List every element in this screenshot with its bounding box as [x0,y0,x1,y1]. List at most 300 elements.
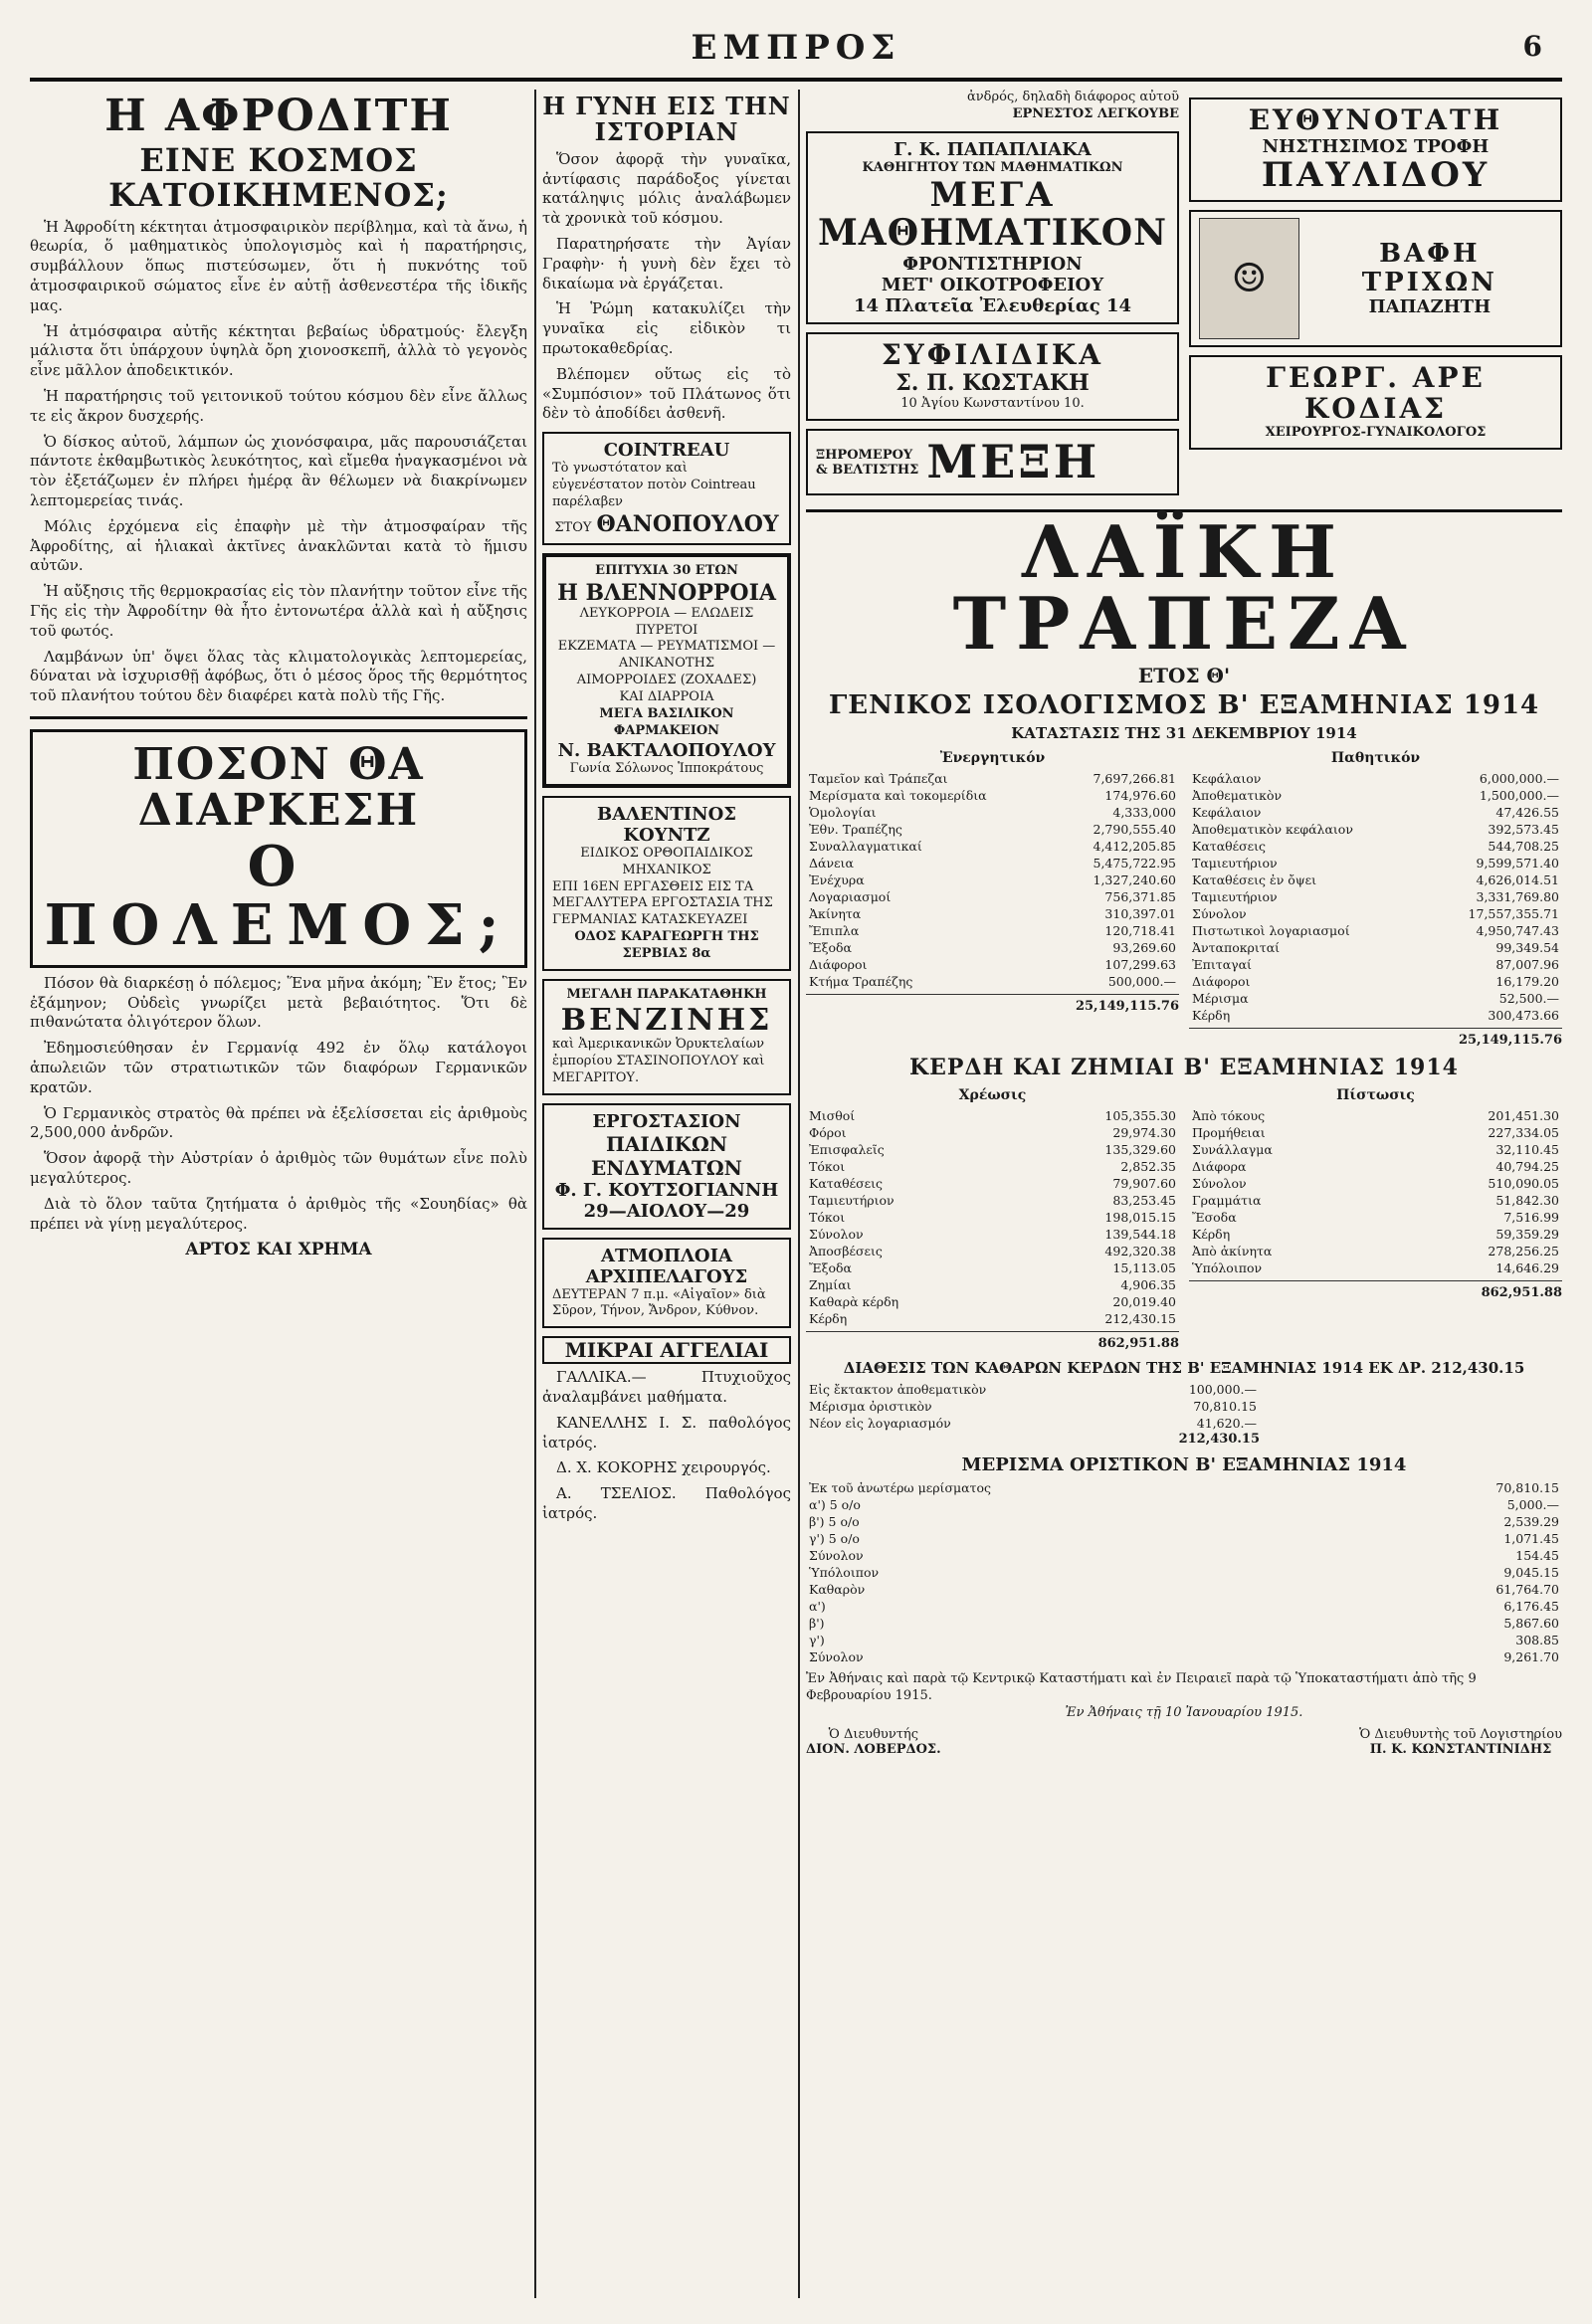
ad-store-prefix: ΣΤΟΥ [554,519,592,535]
table-row [806,1293,1179,1310]
table-row [1189,922,1562,939]
row-value: 4,950,747.43 [1476,922,1559,938]
table-row [806,787,1179,804]
ad-big: ΦΡΟΝΤΙΣΤΗΡΙΟΝ [902,253,1083,275]
row-value: 310,397.01 [1104,905,1176,921]
table-row [806,1513,1562,1530]
row-label: Καταθέσεις [809,1175,884,1191]
table-row [806,1175,1179,1192]
row-label: Ἔσοδα [1192,1209,1237,1225]
row-value: 492,320.38 [1104,1243,1176,1259]
row-value: 500,000.— [1107,973,1176,989]
ad-brand: ΠΑΠΑΖΗΤΗ [1368,296,1492,318]
row-label: Ἐθν. Τραπέζης [809,821,902,837]
ad-owner: Φ. Γ. ΚΟΥΤΣΟΓΙΑΝΝΗ [554,1179,779,1201]
dividend-title: ΜΕΡΙΣΜΑ ΟΡΙΣΤΙΚΟΝ Β' ΕΞΑΜΗΝΙΑΣ 1914 [961,1453,1407,1475]
article-paragraph: Ἡ παρατήρησις τοῦ γειτονικοῦ τούτου κόσμου δὲν εἶνε ἄλλως τε εἰς ἄκρον δυσχερής. [30,386,527,425]
article-body [542,150,791,424]
ad-item: ΛΕΥΚΟΡΡΟΙΑ — ΕΛΩΔΕΙΣ ΠΥΡΕΤΟΙ [579,605,754,638]
table-row [806,1547,1562,1564]
column-1 [30,90,527,1263]
table-row [1189,1007,1562,1024]
row-value: 4,626,014.51 [1476,872,1559,887]
ad-sub: ΝΗΣΤΗΣΙΜΟΣ ΤΡΟΦΗ [1262,135,1490,157]
row-value: 4,333,000 [1112,804,1176,820]
row-label: Κέρδη [809,1310,848,1326]
row-value: 29,974.30 [1112,1124,1176,1140]
row-label: Προμήθειαι [1192,1124,1266,1140]
ad-doctor: Σ. Π. ΚΩΣΤΑΚΗ [896,370,1090,397]
table-row [806,939,1179,956]
ad-items [554,606,779,706]
row-value: 2,539.29 [1503,1513,1559,1529]
row-value: 32,110.45 [1495,1141,1559,1157]
debit-total: 862,951.88 [1097,1335,1179,1351]
table-row [806,1192,1179,1209]
table-row [806,1564,1562,1581]
article-paragraph: Ὅσον ἀφορᾷ τὴν Αὐστρίαν ὁ ἀριθμὸς τῶν θυμάτων εἶνε πολὺ μεγαλύτερος. [30,1149,527,1188]
table-row [1189,1243,1562,1259]
article-paragraph: Ὁ Γερμανικὸς στρατὸς θὰ πρέπει νὰ ἐξελίσσεται εἰς ἀριθμοὺς 2,500,000 ἀνδρῶν. [30,1103,527,1142]
table-row [806,804,1179,821]
row-label: Κέρδη [1192,1226,1231,1242]
row-label: Μέρισμα [1192,990,1249,1006]
row-value: 6,000,000.— [1479,770,1559,786]
ad-brand: COINTREAU [603,440,730,462]
table-row [806,838,1179,855]
table-row [1189,1158,1562,1175]
row-value: 17,557,355.71 [1468,905,1559,921]
row-value: 4,906.35 [1120,1276,1176,1292]
article-body [30,218,527,706]
table-row [1189,1141,1562,1158]
row-label: Ὑπόλοιπον [809,1564,880,1580]
row-label: Ταμιευτήριον [809,1192,895,1208]
row-value: 9,045.15 [1503,1564,1559,1580]
table-row [806,1615,1562,1632]
ad-sub: ΚΑΘΗΓΗΤΟΥ ΤΩΝ ΜΑΘΗΜΑΤΙΚΩΝ [862,159,1123,175]
column-rule [798,90,800,2298]
ad-text: ΕΠΙ 16ΕΝ ΕΡΓΑΣΘΕΙΣ ΕΙΣ ΤΑ ΜΕΓΑΛΥΤΕΡΑ ΕΡΓΟΣΤΑΣΙΑ ΤΗΣ ΓΕΡΜΑΝΙΑΣ ΚΑΤΑΣΚΕΥΑΖΕΙ [552,878,773,928]
table-row [806,888,1179,905]
ad-role: ΧΕΙΡΟΥΡΓΟΣ-ΓΥΝΑΙΚΟΛΟΓΟΣ [1265,424,1487,440]
row-label: Λογαριασμοί [809,888,892,904]
row-label: Δάνεια [809,855,854,871]
column-2 [542,90,791,1530]
column-3 [806,90,1562,1757]
row-label: Σύνολον [809,1547,864,1563]
ad-main: ΜΕΞΗ [926,435,1100,489]
table-row [1189,905,1562,922]
table-row [806,1648,1562,1665]
row-label: Καταθέσεις ἐν ὄψει [1192,872,1317,887]
ad-big: ΜΕΤ' ΟΙΚΟΤΡΟΦΕΙΟΥ [881,274,1104,295]
credit-table [1189,1107,1562,1276]
row-label: Ἔπιπλα [809,922,860,938]
row-value: 41,620.— [1196,1415,1257,1431]
table-row [1189,1107,1562,1124]
row-label: γ') 5 ο/ο [809,1530,860,1546]
article-war [30,729,527,1260]
row-label: Σύνολον [1192,1175,1247,1191]
row-label: β') 5 ο/ο [809,1513,860,1529]
ad-dye [1189,210,1562,347]
table-row [1189,956,1562,973]
table-row [806,1107,1179,1124]
row-label: Ἐπισφαλεῖς [809,1141,885,1157]
classified-item: ΓΑΛΛΙΚΑ.— Πτυχιοῦχος ἀναλαμβάνει μαθήματα. [542,1368,791,1407]
row-label: Ὁμολογίαι [809,804,877,820]
row-value: 15,113.05 [1112,1259,1176,1275]
row-value: 135,329.60 [1104,1141,1176,1157]
table-row [806,1158,1179,1175]
row-label: Πιστωτικοὶ λογαριασμοί [1192,922,1350,938]
article-body [30,974,527,1235]
liabilities-table [1189,770,1562,1024]
row-label: Ἀποθεματικὸν [1192,787,1283,803]
pl-title: ΚΕΡΔΗ ΚΑΙ ΖΗΜΙΑΙ Β' ΕΞΑΜΗΝΙΑΣ 1914 [909,1054,1459,1080]
distribution-table [806,1381,1260,1432]
balance-date: ΚΑΤΑΣΤΑΣΙΣ ΤΗΣ 31 ΔΕΚΕΜΒΡΙΟΥ 1914 [1011,723,1357,742]
table-row [1189,821,1562,838]
ad-kountz [542,796,791,971]
table-row [1189,1209,1562,1226]
bank-title: ΛΑΪΚΗ ΤΡΑΠΕΖΑ [952,508,1416,666]
dividend-table [806,1479,1562,1665]
row-value: 51,842.30 [1495,1192,1559,1208]
debit-label: Χρέωσις [958,1086,1027,1103]
assets-table [806,770,1179,990]
row-value: 14,646.29 [1495,1259,1559,1275]
ad-owner: Ν. ΒΑΚΤΑΛΟΠΟΥΛΟΥ [557,739,776,761]
row-label: Εἰς ἔκτακτον ἀποθεματικὸν [809,1381,987,1397]
ad-brand: ΠΑΥΛΙΔΟΥ [1261,154,1491,195]
row-label: Κεφάλαιον [1192,770,1262,786]
ad-name: ΓΕΩΡΓ. ΑΡΕ ΚΟΔΙΑΣ [1266,361,1486,425]
ad-address: Γωνία Σόλωνος Ἱπποκράτους [569,760,764,776]
masthead [30,18,1562,82]
article-paragraph: Ἐδημοσιεύθησαν ἐν Γερμανίᾳ 492 ἐν ὅλῳ κατάλογοι ἀπωλειῶν τῶν στρατιωτικῶν τῶν διαφόρων Γερμανικῶν κρατῶν. [30,1039,527,1096]
row-label: Μέρισμα ὀριστικὸν [809,1398,932,1414]
table-row [806,1310,1179,1327]
note-author: ΕΡΝΕΣΤΟΣ ΛΕΓΚΟΥΒΕ [1012,105,1179,121]
article-title: Η ΑΦΡΟΔΙΤΗ [104,91,453,141]
row-value: 201,451.30 [1488,1107,1559,1123]
row-label: Ἐνέχυρα [809,872,865,887]
table-row [806,1398,1260,1415]
table-row [806,1632,1562,1648]
assets-total: 25,149,115.76 [1075,998,1179,1014]
row-label: Ἐπιταγαί [1192,956,1252,972]
table-row [806,855,1179,872]
divider [30,716,527,719]
signatures [806,1727,1562,1757]
row-value: 16,179.20 [1495,973,1559,989]
newspaper-title: ΕΜΠΡΟΣ [691,28,901,68]
note-text: ἀνδρός, δηλαδὴ διάφορος αὐτοῦ [966,90,1179,104]
table-row [806,770,1179,787]
row-label: Ταμεῖον καὶ Τράπεζαι [809,770,948,786]
assets-label: Ἐνεργητικόν [939,749,1046,766]
article-title: Η ΓΥΝΗ ΕΙΣ ΤΗΝ ΙΣΤΟΡΙΑΝ [542,92,791,147]
table-row [1189,973,1562,990]
row-value: 544,708.25 [1488,838,1559,854]
ad-big: ΜΕΓΑ [929,174,1056,215]
row-label: Μερίσματα καὶ τοκομερίδια [809,787,987,803]
row-label: Ἀνταποκριταί [1192,939,1281,955]
row-label: Ἀπὸ τόκους [1192,1107,1266,1123]
liabilities-label: Παθητικόν [1330,749,1421,766]
row-label: Ἀκίνητα [809,905,862,921]
row-value: 300,473.66 [1488,1007,1559,1023]
row-value: 3,331,769.80 [1476,888,1559,904]
ad-address: ΟΔΟΣ ΚΑΡΑΓΕΩΡΓΗ ΤΗΣ ΣΕΡΒΙΑΣ 8α [574,929,759,962]
ad-title: ΣΥΦΙΛΙΔΙΚΑ [882,337,1103,371]
ad-main: ΠΑΙΔΙΚΩΝ ΕΝΔΥΜΑΤΩΝ [591,1131,742,1180]
ad-store: ΘΑΝΟΠΟΥΛΟΥ [596,510,779,537]
row-value: 52,500.— [1498,990,1559,1006]
row-value: 154.45 [1515,1547,1559,1563]
table-row [806,1581,1562,1598]
article-subtitle: ΕΙΝΕ ΚΟΣΜΟΣ ΚΑΤΟΙΚΗΜΕΝΟΣ; [108,141,449,215]
row-label: Κεφάλαιον [1192,804,1262,820]
ad-text: καὶ Ἀμερικανικῶν Ὀρυκτελαίων ἐμπορίου ΣΤΑΣΙΝΟΠΟΥΛΟΥ καὶ ΜΕΓΑΡΙΤΟΥ. [552,1036,765,1085]
article-woman [542,94,791,424]
table-row [806,1496,1562,1513]
row-label: Ζημίαι [809,1276,852,1292]
page-number: 6 [1522,30,1542,63]
ad-heading: ΑΤΜΟΠΛΟΙΑ ΑΡΧΙΠΕΛΑΓΟΥΣ [585,1245,748,1287]
ad-mexi [806,429,1179,495]
table-row [806,1226,1179,1243]
row-label: Ταμιευτήριον [1192,855,1278,871]
row-value: 510,090.05 [1488,1175,1559,1191]
table-row [1189,1175,1562,1192]
article-heading-box [30,729,527,968]
row-label: γ') [809,1632,825,1647]
classified-item: Α. ΤΣΕΛΙΟΣ. Παθολόγος ἰατρός. [542,1484,791,1523]
row-label: Ἔξοδα [809,939,852,955]
row-label: Καταθέσεις [1192,838,1267,854]
row-value: 174,976.60 [1104,787,1176,803]
ad-role: ΕΙΔΙΚΟΣ ΟΡΘΟΠΑΙΔΙΚΟΣ ΜΗΧΑΝΙΚΟΣ [580,845,753,877]
table-row [806,821,1179,838]
ad-cointreau [542,432,791,545]
table-row [1189,1226,1562,1243]
table-row [1189,872,1562,888]
table-row [806,1243,1179,1259]
table-row [806,1381,1260,1398]
ad-address: 14 Πλατεῖα Ἐλευθερίας 14 [854,294,1131,316]
row-label: Ἐκ τοῦ ἀνωτέρω μερίσματος [809,1479,991,1495]
row-value: 756,371.85 [1104,888,1176,904]
table-row [806,922,1179,939]
ad-big: ΜΑΘΗΜΑΤΙΚΟΝ [817,212,1168,255]
table-row [806,1141,1179,1158]
ad-heading: ΕΠΙΤΥΧΙΑ 30 ΕΤΩΝ [595,562,738,578]
row-value: 40,794.25 [1495,1158,1559,1174]
classifieds-heading: ΜΙΚΡΑΙ ΑΓΓΕΛΙΑΙ [542,1336,791,1364]
row-value: 6,176.45 [1503,1598,1559,1614]
ad-clothes [542,1103,791,1230]
table-row [806,1209,1179,1226]
article-paragraph: Πόσον θὰ διαρκέσῃ ὁ πόλεμος; Ἕνα μῆνα ἀκόμη; Ἓν ἔτος; Ἓν ἐξάμηνον; Οὐδεὶς γνωρίζει μετὰ βεβαιότητος. Ὅτι δὲ πιθανώτατα ὀλιγότερον ὅλων. [30,973,527,1032]
row-value: 2,790,555.40 [1093,821,1176,837]
ad-name: ΒΑΛΕΝΤΙΝΟΣ ΚΟΥΝΤΖ [597,803,736,846]
row-value: 5,867.60 [1503,1615,1559,1631]
row-value: 227,334.05 [1488,1124,1559,1140]
classified-item: Δ. Χ. ΚΟΚΟΡΗΣ χειρουργός. [556,1458,771,1477]
article-paragraph: Μόλις ἐρχόμενα εἰς ἐπαφὴν μὲ τὴν ἀτμοσφαίραν τῆς Ἀφροδίτης, αἱ ἡλιακαὶ ἀκτῖνες ἀνακλῶνται κατὰ τὸ ἥμισυ αὐτῶν. [30,516,527,575]
row-label: Ἀποσβέσεις [809,1243,883,1259]
row-value: 99,349.54 [1495,939,1559,955]
row-label: Φόροι [809,1124,847,1140]
row-value: 7,697,266.81 [1093,770,1176,786]
table-row [1189,770,1562,787]
row-value: 278,256.25 [1488,1243,1559,1259]
article-title: ΠΟΣΟΝ ΘΑ ΔΙΑΡΚΕΣΗ [132,738,425,837]
row-value: 308.85 [1515,1632,1559,1647]
table-row [1189,838,1562,855]
ad-kodias [1189,355,1562,449]
ad-paliaka [806,131,1179,324]
article-paragraph: Ἡ Ῥώμη κατακυλίζει τὴν γυναῖκα εἰς εἰδικὸν τι πρωτοκαθεδρίας. [542,299,791,357]
ad-line: & ΒΕΛΤΙΣΤΗΣ [816,462,919,478]
debit-table [806,1107,1179,1327]
ad-benzine [542,979,791,1095]
row-label: Κτήμα Τραπέζης [809,973,913,989]
table-row [806,1479,1562,1496]
table-row [1189,1259,1562,1276]
top-ads-row [806,90,1562,503]
classifieds-list [542,1368,791,1524]
row-value: 20,019.40 [1112,1293,1176,1309]
ad-item: ΑΙΜΟΡΡΟΙΔΕΣ (ΖΟΧΑΔΕΣ) [576,673,757,688]
row-value: 61,764.70 [1495,1581,1559,1597]
ad-address: 10 Ἀγίου Κωνσταντίνου 10. [900,396,1085,412]
classified-item: ΚΑΝΕΛΛΗΣ Ι. Σ. παθολόγος ἰατρός. [542,1413,791,1452]
row-label: Τόκοι [809,1209,846,1225]
row-value: 87,007.96 [1495,956,1559,972]
row-value: 5,475,722.95 [1093,855,1176,871]
signature-name: Π. Κ. ΚΩΝΣΤΑΝΤΙΝΙΔΗΣ [1369,1742,1552,1758]
ad-main: Η ΒΛΕΝΝΟΡΡΟΙΑ [557,579,776,606]
ad-main: ΒΕΝΖΙΝΗΣ [560,1002,773,1038]
table-row [1189,990,1562,1007]
row-label: Καθαρὸν [809,1581,866,1597]
balance-sheet [806,746,1562,1048]
row-value: 83,253.45 [1112,1192,1176,1208]
distribution-total: 212,430.15 [1178,1431,1260,1447]
column-rule [534,90,536,2298]
article-paragraph: Ὅσον ἀφορᾷ τὴν γυναῖκα, ἀντίφασις παράδοξος γίνεται κατάληψις μόλις ἀναλάβωμεν τὰ χρονικὰ τοῦ κόσμου. [542,149,791,228]
row-value: 1,327,240.60 [1093,872,1176,887]
table-row [806,905,1179,922]
ad-footer: ΜΕΓΑ ΒΑΣΙΛΙΚΟΝ ΦΑΡΜΑΚΕΙΟΝ [599,706,734,738]
ad-shipping [542,1238,791,1329]
table-row [806,1276,1179,1293]
row-label: Σύνολον [809,1226,864,1242]
row-value: 9,261.70 [1503,1648,1559,1664]
table-row [806,1598,1562,1615]
row-label: β') [809,1615,825,1631]
row-value: 1,071.45 [1503,1530,1559,1546]
row-label: Κέρδη [1192,1007,1231,1023]
row-value: 105,355.30 [1104,1107,1176,1123]
row-value: 70,810.15 [1495,1479,1559,1495]
statement-date: Ἐν Ἀθήναις τῇ 10 Ἰανουαρίου 1915. [1065,1704,1303,1720]
table-row [806,956,1179,973]
ad-heading: ΕΡΓΟΣΤΑΣΙΟΝ [592,1110,741,1132]
article-subtitle: Ο ΠΟΛΕΜΟΣ; [44,834,513,959]
article-paragraph: Ἡ Ἀφροδίτη κέκτηται ἀτμοσφαιρικὸν περίβλημα, καὶ τὰ ἄνω, ἡ θεωρία, ὅ μαθηματικὸς ὑπολογισμὸς καὶ ἡ παρατήρησις, συμβάλλουν ὅπως πιστεύσωμεν, ὅτι ἡ πυκνότης τοῦ ἀτμοσφαιρικοῦ σώματος εἶνε ἐν αὐτῇ ἀσθενεστέρα τῆς ἰδικῆς μας. [30,217,527,314]
table-row [1189,1192,1562,1209]
row-value: 9,599,571.40 [1476,855,1559,871]
ad-text: Τὸ γνωστότατον καὶ εὐγενέστατον ποτὸν Cointreau παρέλαβεν [552,461,756,509]
row-label: α') 5 ο/ο [809,1496,861,1512]
ad-name: Γ. Κ. ΠΑΠΑΠΛΙΑΚΑ [894,138,1092,160]
portrait-illustration-icon: ☺ [1199,218,1299,339]
row-label: α') [809,1598,826,1614]
row-value: 120,718.41 [1104,922,1176,938]
signature-role: Ὁ Διευθυντὴς τοῦ Λογιστηρίου [1359,1727,1562,1743]
row-label: Ὑπόλοιπον [1192,1259,1263,1275]
table-row [1189,1124,1562,1141]
table-row [1189,855,1562,872]
left-ads [806,90,1179,503]
article-paragraph: Διὰ τὸ ὅλον ταῦτα ζητήματα ὁ ἀριθμὸς τῆς «Σουηδίας» θὰ πρέπει νὰ γίνῃ μεγαλύτερος. [30,1194,527,1233]
table-row [1189,787,1562,804]
row-value: 212,430.15 [1104,1310,1176,1326]
row-value: 70,810.15 [1193,1398,1257,1414]
row-value: 2,852.35 [1120,1158,1176,1174]
row-value: 59,359.29 [1495,1226,1559,1242]
row-label: Σύνολον [1192,905,1247,921]
profit-loss [806,1083,1562,1351]
signature-role: Ὁ Διευθυντής [828,1727,918,1743]
row-value: 1,500,000.— [1479,787,1559,803]
row-label: Σύνολον [809,1648,864,1664]
ad-line: ΞΗΡΟΜΕΡΟΥ [816,447,913,463]
classifieds [542,1336,791,1524]
row-label: Μισθοί [809,1107,856,1123]
row-value: 100,000.— [1188,1381,1257,1397]
row-value: 7,516.99 [1503,1209,1559,1225]
row-value: 47,426.55 [1495,804,1559,820]
ad-title: ΕΥΘΥΝΟΤΑΤΗ [1248,103,1503,136]
bank-year: ΕΤΟΣ Θ' [1137,663,1231,687]
ad-pharmacy [542,553,791,788]
row-label: Καθαρὰ κέρδη [809,1293,899,1309]
ad-efthynotati [1189,97,1562,202]
row-value: 392,573.45 [1488,821,1559,837]
row-label: Ἀποθεματικὸν κεφάλαιον [1192,821,1353,837]
ad-address: 29—ΑΙΟΛΟΥ—29 [583,1200,750,1222]
ad-heading: ΜΕΓΑΛΗ ΠΑΡΑΚΑΤΑΘΗΚΗ [566,986,767,1002]
table-row [1189,804,1562,821]
row-value: 93,269.60 [1112,939,1176,955]
right-ads [1189,90,1562,503]
ad-item: ΕΚΖΕΜΑΤΑ — ΡΕΥΜΑΤΙΣΜΟΙ — ΑΝΙΚΑΝΟΤΗΣ [557,639,776,672]
bank-statement [806,508,1562,1758]
article-paragraph: Λαμβάνων ὑπ' ὄψει ὅλας τὰς κλιματολογικὰς λεπτομερείας, δύναται νὰ ἰσχυρισθῇ ἀφόβως, ὅτι ὁ μέσος ὅρος τῆς θερμότητος τοῦ πλανήτου τούτου δὲν διαφέρει κατὰ πολὺ τῆς Γῆς. [30,647,527,705]
row-label: Τόκοι [809,1158,846,1174]
ad-text: ΔΕΥΤΕΡΑΝ 7 π.μ. «Αἰγαῖον» διὰ Σῦρον, Τήνον, Ἄνδρον, Κύθνον. [552,1286,766,1319]
credit-total: 862,951.88 [1481,1284,1562,1300]
row-label: Νέον εἰς λογαριασμόν [809,1415,951,1431]
article-paragraph: Ἡ αὔξησις τῆς θερμοκρασίας εἰς τὸν πλανήτην τοῦτον εἶνε τῆς Γῆς εἰς τὴν Ἀφροδίτην θὰ ἦτο ἐντονωτέρα ἀλλὰ καὶ ἡ αὔξησις τοῦ φωτός. [30,582,527,640]
row-label: Γραμμάτια [1192,1192,1262,1208]
